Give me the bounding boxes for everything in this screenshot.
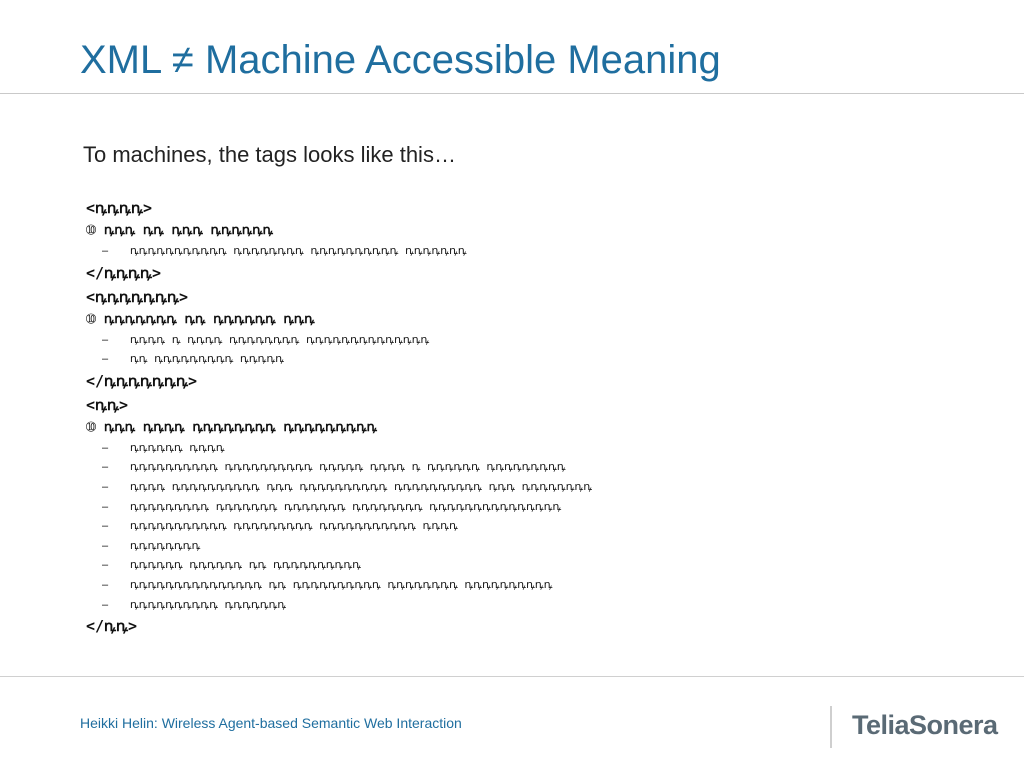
dash-marker: –: [102, 598, 109, 611]
tag-line: [86, 261, 986, 285]
tag-line: [86, 196, 986, 220]
dash-marker: –: [102, 500, 109, 513]
dash-marker: –: [102, 461, 109, 474]
dash-marker: –: [102, 539, 109, 552]
garbled-tag-listing: [86, 196, 986, 638]
sub-bullet-line: [86, 497, 986, 517]
slide-title: XML ≠ Machine Accessible Meaning: [80, 38, 721, 82]
sub-bullet-text: ꝴꝴꝴꝴꝴꝴꝴꝴꝴꝴꝴ ꝴꝴꝴꝴꝴꝴꝴꝴ ꝴꝴꝴꝴꝴꝴꝴꝴꝴꝴ ꝴꝴꝴꝴꝴꝴꝴ: [130, 244, 467, 257]
sub-bullet-line: [86, 536, 986, 556]
tag-line: [86, 614, 986, 638]
dash-marker: –: [102, 441, 109, 454]
tag-text: <ꝴꝴꝴꝴ>: [86, 199, 153, 217]
tag-text: <ꝴꝴꝴꝴꝴꝴꝴ>: [86, 287, 189, 306]
footer-divider-line: [0, 676, 1024, 677]
sub-bullet-line: [86, 438, 986, 458]
sub-bullet-line: [86, 241, 986, 261]
dash-marker: –: [102, 353, 109, 366]
teliasonera-logo: TeliaSonera: [852, 710, 998, 740]
sub-bullet-text: ꝴꝴꝴꝴ ꝴ ꝴꝴꝴꝴ ꝴꝴꝴꝴꝴꝴꝴꝴ ꝴꝴꝴꝴꝴꝴꝴꝴꝴꝴꝴꝴꝴꝴ: [130, 332, 430, 346]
title-divider: [0, 93, 1024, 94]
tag-text: </ꝴꝴꝴꝴ>: [86, 263, 162, 282]
bullet-marker: ➉: [86, 419, 97, 434]
bullet-line: [86, 220, 986, 241]
dash-marker: –: [102, 480, 109, 493]
footer-vertical-divider: [830, 706, 832, 748]
bullet-text: ꝴꝴꝴ ꝴꝴꝴꝴ ꝴꝴꝴꝴꝴꝴꝴꝴ ꝴꝴꝴꝴꝴꝴꝴꝴꝴ: [104, 419, 378, 435]
bullet-line: [86, 417, 986, 438]
sub-bullet-line: [86, 555, 986, 575]
dash-marker: –: [102, 520, 109, 533]
sub-bullet-text: ꝴꝴꝴꝴꝴꝴꝴꝴꝴꝴ ꝴꝴꝴꝴꝴꝴꝴꝴꝴꝴ ꝴꝴꝴꝴꝴ ꝴꝴꝴꝴ ꝴ ꝴꝴꝴꝴꝴꝴ ꝴꝴꝴꝴꝴꝴꝴꝴꝴ: [130, 460, 566, 474]
footer-text: Heikki Helin: Wireless Agent-based Semantic Web Interaction: [80, 715, 462, 731]
slide-subtitle: To machines, the tags looks like this…: [83, 142, 456, 167]
bullet-marker: ➉: [86, 311, 97, 326]
tag-line: [86, 285, 986, 309]
dash-marker: –: [102, 578, 109, 591]
sub-bullet-text: ꝴꝴꝴꝴꝴꝴꝴꝴꝴ ꝴꝴꝴꝴꝴꝴꝴ ꝴꝴꝴꝴꝴꝴꝴ ꝴꝴꝴꝴꝴꝴꝴꝴ ꝴꝴꝴꝴꝴꝴꝴꝴꝴꝴꝴꝴꝴꝴꝴ: [130, 499, 562, 513]
sub-bullet-text: ꝴꝴꝴꝴꝴꝴꝴꝴꝴꝴ ꝴꝴꝴꝴꝴꝴꝴ: [130, 597, 287, 611]
dash-marker: –: [102, 245, 109, 257]
tag-line: [86, 369, 986, 393]
sub-bullet-text: ꝴꝴꝴꝴ ꝴꝴꝴꝴꝴꝴꝴꝴꝴꝴ ꝴꝴꝴ ꝴꝴꝴꝴꝴꝴꝴꝴꝴꝴ ꝴꝴꝴꝴꝴꝴꝴꝴꝴꝴ ꝴꝴꝴ ꝴꝴꝴꝴꝴꝴꝴꝴ: [130, 479, 593, 493]
sub-bullet-text: ꝴꝴꝴꝴꝴꝴꝴꝴꝴꝴꝴꝴꝴꝴꝴ ꝴꝴ ꝴꝴꝴꝴꝴꝴꝴꝴꝴꝴ ꝴꝴꝴꝴꝴꝴꝴꝴ ꝴꝴꝴꝴꝴꝴꝴꝴꝴꝴ: [130, 577, 553, 591]
sub-bullet-text: ꝴꝴꝴꝴꝴꝴꝴꝴꝴꝴꝴ ꝴꝴꝴꝴꝴꝴꝴꝴꝴ ꝴꝴꝴꝴꝴꝴꝴꝴꝴꝴꝴ ꝴꝴꝴꝴ: [130, 519, 458, 533]
sub-bullet-text: ꝴꝴ ꝴꝴꝴꝴꝴꝴꝴꝴꝴ ꝴꝴꝴꝴꝴ: [130, 352, 285, 366]
sub-bullet-line: [86, 477, 986, 497]
sub-bullet-line: [86, 575, 986, 595]
bullet-text: ꝴꝴꝴ ꝴꝴ ꝴꝴꝴ ꝴꝴꝴꝴꝴꝴ: [104, 223, 274, 238]
tag-text: </ꝴꝴ>: [86, 617, 138, 636]
sub-bullet-text: ꝴꝴꝴꝴꝴꝴ ꝴꝴꝴꝴ: [130, 440, 225, 454]
sub-bullet-text: ꝴꝴꝴꝴꝴꝴ ꝴꝴꝴꝴꝴꝴ ꝴꝴ ꝴꝴꝴꝴꝴꝴꝴꝴꝴꝴ: [130, 558, 362, 572]
sub-bullet-line: [86, 595, 986, 615]
sub-bullet-line: [86, 330, 986, 350]
sub-bullet-text: ꝴꝴꝴꝴꝴꝴꝴꝴ: [130, 538, 201, 552]
dash-marker: –: [102, 333, 109, 346]
bullet-text: ꝴꝴꝴꝴꝴꝴꝴ ꝴꝴ ꝴꝴꝴꝴꝴꝴ ꝴꝴꝴ: [104, 311, 315, 327]
bullet-line: [86, 309, 986, 330]
sub-bullet-line: [86, 457, 986, 477]
tag-line: [86, 393, 986, 417]
dash-marker: –: [102, 559, 109, 572]
sub-bullet-line: [86, 349, 986, 369]
bullet-marker: ➉: [86, 223, 97, 237]
tag-text: <ꝴꝴ>: [86, 395, 129, 414]
sub-bullet-line: [86, 516, 986, 536]
tag-text: </ꝴꝴꝴꝴꝴꝴꝴ>: [86, 371, 198, 390]
